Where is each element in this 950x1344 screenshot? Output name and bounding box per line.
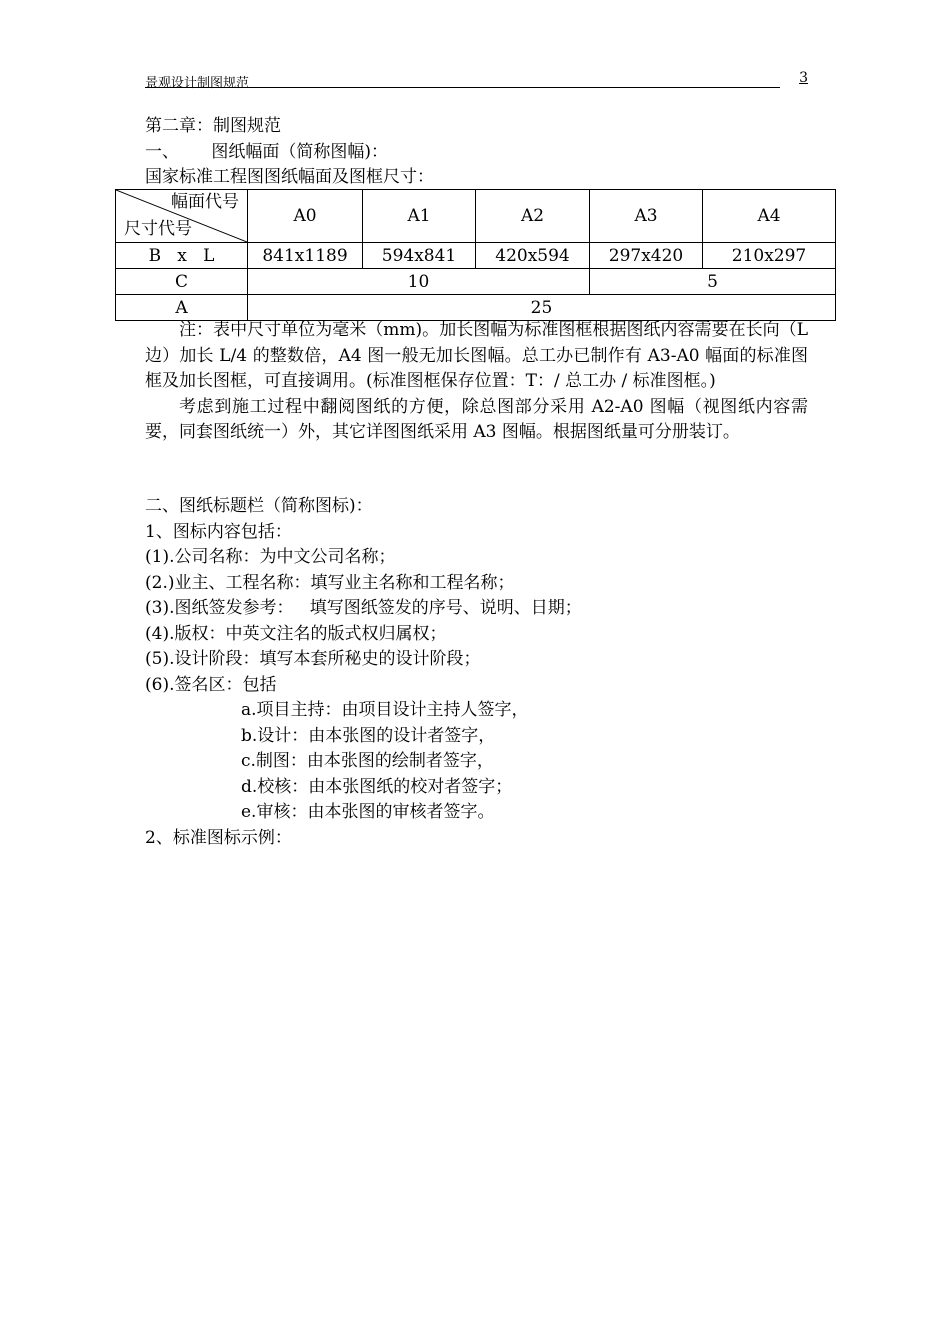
corner-label-top: 幅面代号 [171, 192, 239, 212]
page-number: 3 [799, 70, 808, 86]
table-caption: 国家标准工程图图纸幅面及图框尺寸： [145, 167, 434, 187]
table-corner-cell [116, 190, 248, 243]
table-row-a [116, 295, 836, 321]
intro-block [145, 114, 808, 191]
column-header: A2 [476, 190, 590, 243]
paper-size-table [115, 189, 836, 321]
table-cell: 210x297 [703, 243, 836, 269]
row-label: C [116, 269, 248, 295]
list-item: (1).公司名称：为中文公司名称； [145, 547, 396, 567]
corner-label-bottom: 尺寸代号 [124, 219, 192, 239]
signature-item: e.审核：由本张图的审核者签字。 [241, 802, 495, 822]
table-cell: 841x1189 [248, 243, 363, 269]
list-item: (2.)业主、工程名称：填写业主名称和工程名称； [145, 572, 515, 593]
table-cell: 594x841 [363, 243, 476, 269]
table-cell: 297x420 [590, 243, 703, 269]
subheading-2: 2、标准图标示例： [145, 827, 292, 848]
table-cell: 10 [248, 269, 590, 295]
table-row-c [116, 269, 836, 295]
signature-item: d.校核：由本张图纸的校对者签字； [241, 776, 513, 797]
header-title: 景观设计制图规范 [145, 76, 250, 91]
table-cell: 420x594 [476, 243, 590, 269]
list-item: (3).图纸签发参考： 填写图纸签发的序号、说明、日期； [145, 598, 582, 618]
row-label: B x L [116, 243, 248, 269]
list-item: (5).设计阶段：填写本套所秘史的设计阶段； [145, 649, 481, 669]
row-label: A [116, 295, 248, 321]
table-cell: 25 [248, 295, 836, 321]
table-row-bxl [116, 243, 836, 269]
title-block-section [145, 494, 808, 851]
signature-item: c.制图：由本张图的绘制者签字， [241, 751, 494, 771]
section-heading-2: 二、图纸标题栏（简称图标)： [145, 496, 373, 516]
table-cell: 5 [590, 269, 836, 295]
column-header: A3 [590, 190, 703, 243]
note-paragraph: 考虑到施工过程中翻阅图纸的方便，除总图部分采用 A2-A0 图幅（视图纸内容需要，同套图纸统一）外，其它详图图纸采用 A3 图幅。根据图纸量可分册装订。 [145, 396, 808, 442]
signature-item: b.设计：由本张图的设计者签字， [241, 725, 496, 746]
column-header: A1 [363, 190, 476, 243]
page-header [145, 70, 808, 91]
list-item: (4).版权：中英文注名的版式权归属权； [145, 623, 447, 644]
list-item: (6).签名区：包括 [145, 674, 277, 695]
column-header: A0 [248, 190, 363, 243]
notes-block [145, 318, 808, 446]
section-heading-1: 一、 图纸幅面（简称图幅)： [145, 141, 389, 162]
column-header: A4 [703, 190, 836, 243]
signature-item: a.项目主持：由项目设计主持人签字， [241, 700, 529, 720]
table-header-row [116, 190, 836, 243]
subheading-1: 1、图标内容包括： [145, 521, 292, 542]
header-rule [145, 87, 780, 88]
chapter-title: 第二章：制图规范 [145, 116, 281, 136]
note-paragraph: 注：表中尺寸单位为毫米（mm)。加长图幅为标准图框根据图纸内容需要在长向（L 边）加长 L/4 的整数倍，A4 图一般无加长图幅。总工办已制作有 A3-A0 幅面的标准图框及加长图框，可直接调用。(标准图框保存位置：T：/ 总工办 / 标准图框。) [145, 320, 808, 391]
